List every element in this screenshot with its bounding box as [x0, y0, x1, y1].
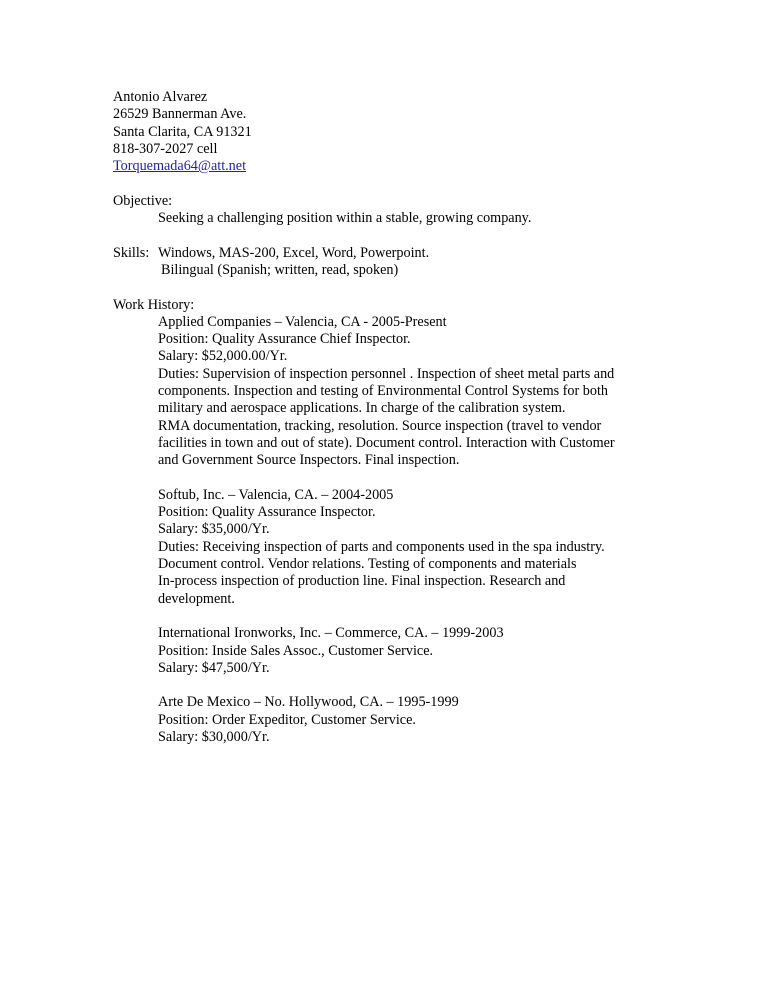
job-title: Arte De Mexico – No. Hollywood, CA. – 1995-1999 [158, 694, 459, 711]
job-duties-line: facilities in town and out of state). Document control. Interaction with Customer [158, 434, 615, 451]
skills-language: Bilingual (Spanish; written, read, spoken) [161, 261, 399, 278]
job-position: Position: Quality Assurance Inspector. [158, 504, 376, 521]
skills-section [113, 245, 673, 280]
job-duties-line: Duties: Receiving inspection of parts and components used in the spa industry. [158, 538, 605, 555]
job-duties-line: military and aerospace applications. In charge of the calibration system. [158, 400, 566, 417]
city-state-zip: Santa Clarita, CA 91321 [113, 123, 252, 140]
objective-section [113, 193, 673, 228]
job-salary: Salary: $30,000/Yr. [158, 728, 270, 745]
objective-text: Seeking a challenging position within a stable, growing company. [158, 210, 532, 227]
work-history-heading: Work History: [113, 296, 195, 313]
street-address: 26529 Bannerman Ave. [113, 106, 247, 123]
job-position: Position: Inside Sales Assoc., Customer Service. [158, 642, 434, 659]
skills-list: Windows, MAS-200, Excel, Word, Powerpoint. [158, 244, 430, 261]
job-duties-line: In-process inspection of production line. Final inspection. Research and [158, 573, 566, 590]
job-title: Softub, Inc. – Valencia, CA. – 2004-2005 [158, 486, 394, 503]
job-entry [113, 694, 673, 746]
job-duties-line: Document control. Vendor relations. Testing of components and materials [158, 556, 577, 573]
phone-number: 818-307-2027 cell [113, 140, 218, 157]
job-position: Position: Order Expeditor, Customer Service. [158, 711, 416, 728]
job-duties-line: Duties: Supervision of inspection personnel . Inspection of sheet metal parts and [158, 365, 615, 382]
work-history-section [113, 297, 673, 747]
job-duties-line: and Government Source Inspectors. Final inspection. [158, 452, 460, 469]
job-salary: Salary: $52,000.00/Yr. [158, 348, 288, 365]
job-position: Position: Quality Assurance Chief Inspector. [158, 331, 411, 348]
contact-block [113, 89, 673, 175]
job-duties-line: components. Inspection and testing of Environmental Control Systems for both [158, 383, 608, 400]
job-duties-line: development. [158, 590, 235, 607]
email-link[interactable]: Torquemada64@att.net [113, 158, 247, 175]
resume-page [113, 89, 673, 746]
applicant-name: Antonio Alvarez [113, 89, 208, 105]
job-title: Applied Companies – Valencia, CA - 2005-Present [158, 313, 447, 330]
job-salary: Salary: $47,500/Yr. [158, 659, 270, 676]
job-duties-line: RMA documentation, tracking, resolution. Source inspection (travel to vendor [158, 417, 602, 434]
job-entry [113, 314, 673, 470]
job-entry [113, 625, 673, 677]
job-entry [113, 487, 673, 608]
job-title: International Ironworks, Inc. – Commerce, CA. – 1999-2003 [158, 625, 504, 642]
skills-label: Skills: [113, 244, 150, 261]
job-salary: Salary: $35,000/Yr. [158, 521, 270, 538]
objective-heading: Objective: [113, 192, 173, 209]
